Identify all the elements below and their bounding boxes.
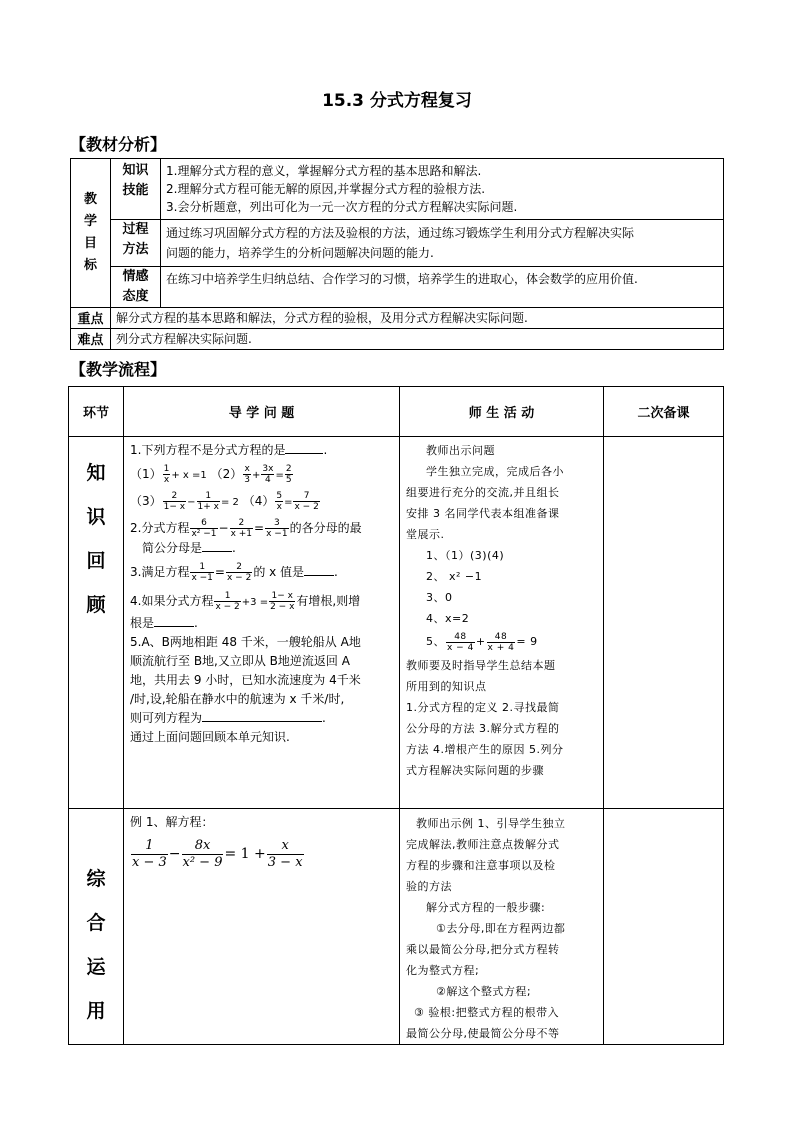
header-activities: 师 生 活 动	[400, 387, 604, 437]
apply-questions	[124, 809, 400, 1045]
question-5-line-4: /时,设,轮船在静水中的航速为 x 千米/时,	[130, 692, 345, 706]
example-1-equation: $\frac{1}{x - 3}$ − $\frac{8x}{\text{x² − 9}}$ = 1 + $\frac{x}{3 - x}$	[132, 838, 303, 870]
review-activities: 教师出示问题 学生独立完成，完成后各小 组要进行充分的交流,并且组长 安排 3 名同学代表本组准备课 堂展示. 1、（1）(3)(4) 2、 x² −1 3、0 4、x=2 5、 $\frac{48}{x - 4}$ + $\frac{48}{x + 4}$ = 9 教师要及时指导学生总结本题 所用到的知识点 1.分式方程的定义 2.寻找最简 公分母的方法 3.解分式方程的 方法 4.增根产生的原因 5.列分 式方程解决实际问题的步骤	[400, 437, 604, 809]
goal-label: 教 学 目 标	[71, 159, 111, 308]
question-4: 4.如果分式方程 $\frac{1}{x - 2}$ +3 = $\frac{1- x}{2 - x}$ 有增根,则增	[130, 591, 361, 612]
header-questions: 导 学 问 题	[124, 387, 400, 437]
review-questions	[124, 437, 400, 809]
question-3: 3.满足方程 $\frac{1}{x -1}$ = $\frac{2}{x - 2}$ 的 x 值是 .	[130, 562, 338, 583]
review-second-prep	[604, 437, 724, 809]
header-stage: 环节	[69, 387, 124, 437]
example-1-label: 例 1、解方程：	[130, 815, 214, 829]
answer-5: 5、 $\frac{48}{x - 4}$ + $\frac{48}{x + 4}$ = 9	[426, 631, 538, 653]
header-second-prep: 二次备课	[604, 387, 724, 437]
question-summary: 通过上面问题回顾本单元知识.	[130, 730, 290, 744]
row-label-process: 过程 方法	[111, 220, 161, 267]
question-1-options-a: （1） $\frac{1}{x}$ + x =1 （2） $\frac{x}{3}$ + $\frac{3x}{4}$ = $\frac{2}{5}$	[130, 464, 292, 485]
stage-apply: 综 合 运 用	[69, 809, 124, 1045]
key-label: 重点	[71, 308, 111, 329]
flow-table	[68, 386, 724, 1045]
question-5-line-3: 地，共用去 9 小时，已知水流速度为 4千米	[130, 673, 361, 687]
stage-review: 知 识 回 顾	[69, 437, 124, 809]
answer-2: 2、 x² −1	[426, 570, 483, 583]
row-label-skill: 知识 技能	[111, 159, 161, 220]
question-2: 2.分式方程 $\frac{6}{\text{x² −1}}$ − $\frac{2}{x +1}$ = $\frac{3}{x -1}$ 的各分母的最	[130, 518, 362, 539]
analysis-table	[70, 158, 724, 350]
question-1: 1.下列方程不是分式方程的是 .	[130, 443, 328, 457]
apply-second-prep	[604, 809, 724, 1045]
page-title: 15.3 分式方程复习	[322, 91, 472, 111]
row-content-attitude: 在练习中培养学生归纳总结、合作学习的习惯，培养学生的进取心，体会数学的应用价值.	[161, 267, 724, 308]
question-5-line-1: 5.A、B两地相距 48 千米，一艘轮船从 A地	[130, 635, 361, 649]
question-2-cont: 简公分母是 .	[142, 541, 236, 555]
key-content: 解分式方程的基本思路和解法，分式方程的验根，及用分式方程解决实际问题.	[111, 308, 724, 329]
section-flow: 【教学流程】	[70, 360, 167, 379]
answer-4: 4、x=2	[426, 612, 470, 625]
answer-1: 1、（1）(3)(4)	[426, 549, 505, 562]
difficulty-content: 列分式方程解决实际问题.	[111, 329, 724, 350]
section-analysis: 【教材分析】	[70, 135, 167, 154]
row-content-process: 通过练习巩固解分式方程的方法及验根的方法，通过练习锻炼学生利用分式方程解决实际 问题的能力，培养学生的分析问题解决问题的能力.	[161, 220, 724, 267]
question-5-line-5: 则可列方程为 .	[130, 711, 326, 725]
question-1-options-b: （3） $\frac{2}{1- x}$ − $\frac{1}{1+ x}$ = 2 （4） $\frac{5}{x}$ = $\frac{7}{x - 2}$	[130, 491, 319, 512]
apply-activities: 教师出示例 1、引导学生独立 完成解法,教师注意点拨解分式 方程的步骤和注意事项以及检 验的方法 解分式方程的一般步骤: ①去分母,即在方程两边都 乘以最简公分母,把分式方程转 化为整式方程; ②解这个整式方程; ③ 验根:把整式方程的根带入 最简公分母,使最简公分母不等	[400, 809, 604, 1045]
answer-3: 3、0	[426, 591, 453, 604]
question-5-line-2: 顺流航行至 B地,又立即从 B地逆流返回 A	[130, 654, 350, 668]
difficulty-label: 难点	[71, 329, 111, 350]
row-content-skill: 1.理解分式方程的意义，掌握解分式方程的基本思路和解法. 2.理解分式方程可能无解的原因,并掌握分式方程的验根方法. 3.会分析题意，列出可化为一元一次方程的分式方程解决实际问题.	[161, 159, 724, 220]
row-label-attitude: 情感 态度	[111, 267, 161, 308]
question-4-cont: 根是 .	[130, 616, 198, 630]
